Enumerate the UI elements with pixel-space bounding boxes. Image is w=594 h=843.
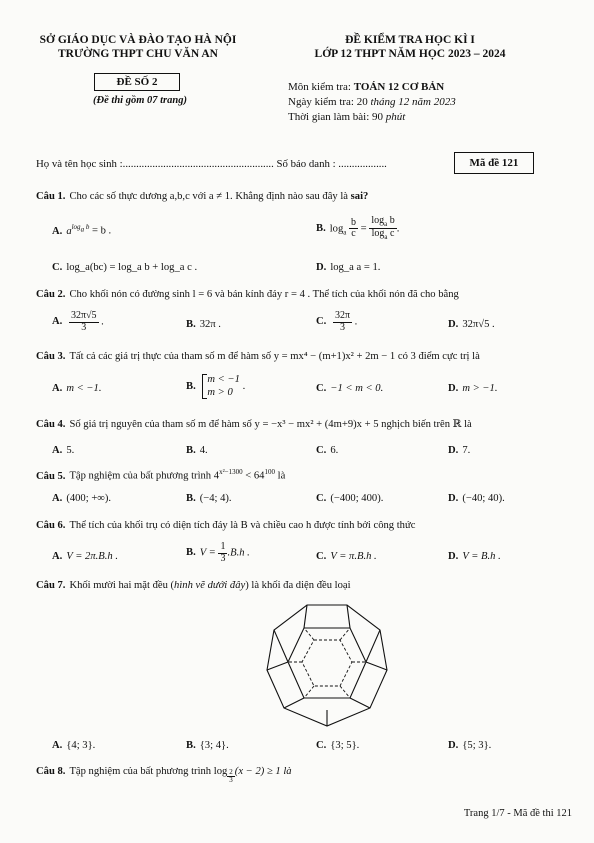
- q2-option-c[interactable]: C. $\frac{32\pi}{3}$ .: [316, 310, 358, 333]
- q2-option-d-letter: D.: [448, 319, 459, 330]
- dodecahedron-figure: [262, 600, 392, 730]
- q6-option-b-prefix: V =: [199, 547, 219, 559]
- q3-option-d[interactable]: [448, 383, 498, 394]
- subject-line: [288, 81, 444, 93]
- q2-option-b-letter: B.: [186, 319, 196, 330]
- question-7-text-post: ) là khối đa diện đều loại: [245, 580, 351, 591]
- time-line: [288, 111, 405, 123]
- question-2: [36, 289, 554, 300]
- date-label: Ngày kiểm tra: 20: [288, 96, 371, 108]
- question-4-text: Số giá trị nguyên của tham số m để hàm số y = −x³ − mx² + (4m+9)x + 5 nghịch biến trên ℝ là: [69, 419, 472, 430]
- q5-option-c[interactable]: [316, 493, 383, 504]
- q1-option-d-text: log_a a = 1.: [330, 262, 381, 273]
- question-7-label: Câu 7.: [36, 580, 66, 591]
- exam-number-box: ĐỀ SỐ 2: [94, 73, 180, 91]
- question-7: [36, 580, 554, 591]
- question-8-base-denominator: 3: [229, 776, 233, 784]
- q2-option-a-denominator: 3: [81, 321, 87, 333]
- q7-option-b[interactable]: [186, 740, 229, 751]
- question-1-emphasis: sai?: [350, 191, 369, 202]
- q6-option-a-letter: A.: [52, 551, 63, 562]
- q4-option-b-text: 4.: [199, 445, 208, 456]
- q4-option-a-text: 5.: [66, 445, 75, 456]
- q2-option-a-numerator: 32π√5: [70, 310, 97, 321]
- q4-option-b-letter: B.: [186, 445, 196, 456]
- q6-option-d[interactable]: [448, 551, 501, 562]
- q7-option-a[interactable]: [52, 740, 95, 751]
- q7-option-b-letter: B.: [186, 740, 196, 751]
- q3-option-d-text: m > −1.: [462, 383, 498, 394]
- q6-option-b[interactable]: [186, 542, 250, 564]
- q5-option-b-text: (−4; 4).: [199, 493, 232, 504]
- q6-option-d-letter: D.: [448, 551, 459, 562]
- question-5-exponent-1: x²−1300: [219, 468, 243, 476]
- q7-option-c-letter: C.: [316, 740, 327, 751]
- department-name: SỞ GIÁO DỤC VÀ ĐÀO TẠO HÀ NỘI: [39, 34, 237, 46]
- q3-option-a[interactable]: [52, 383, 102, 394]
- q5-option-a-text: (400; +∞).: [66, 493, 112, 504]
- q7-option-c[interactable]: [316, 740, 359, 751]
- question-7-emphasis: hình vẽ dưới đây: [174, 580, 246, 591]
- q7-option-a-text: {4; 3}.: [66, 740, 96, 751]
- q6-option-a[interactable]: [52, 551, 118, 562]
- q3-option-c[interactable]: [316, 383, 383, 394]
- q2-option-d[interactable]: [448, 319, 495, 330]
- question-2-text: Cho khối nón có đường sinh l = 6 và bán kính đáy r = 4 . Thể tích của khối nón đã cho bằng: [69, 289, 459, 300]
- student-info-line: Họ và tên học sinh :........................................................ Số báo danh : ..................: [36, 158, 387, 170]
- dodecahedron-hidden-face: [302, 640, 352, 686]
- question-6-text: Thể tích của khối trụ có diện tích đáy là B và chiều cao h được tính bởi công thức: [69, 520, 416, 531]
- question-7-text: Khối mười hai mặt đều (: [69, 580, 175, 591]
- q6-option-b-denominator: 3: [220, 552, 226, 564]
- q1-option-a-tail: = b .: [89, 225, 112, 237]
- q6-option-b-letter: B.: [186, 547, 196, 559]
- question-8-text-post: (x − 2) ≥ 1 là: [234, 766, 292, 777]
- question-4-label: Câu 4.: [36, 419, 66, 430]
- q6-option-c-letter: C.: [316, 551, 327, 562]
- question-3-label: Câu 3.: [36, 351, 66, 362]
- q5-option-d-letter: D.: [448, 493, 459, 504]
- question-5-text: Tập nghiệm của bất phương trình 4: [69, 470, 220, 482]
- question-1-text: Cho các số thực dương a,b,c với a ≠ 1. Khẳng định nào sau đây là: [69, 191, 351, 202]
- q6-option-c[interactable]: [316, 551, 377, 562]
- q2-option-a[interactable]: A. $\frac{32\pi√5}{3}$ .: [52, 310, 104, 333]
- question-1-label: Câu 1.: [36, 191, 66, 202]
- q3-option-d-letter: D.: [448, 383, 459, 394]
- q4-option-d-text: 7.: [462, 445, 471, 456]
- question-5-exponent-2: 100: [264, 468, 275, 476]
- question-8-base-numerator: 2: [229, 767, 233, 776]
- q3-option-a-letter: A.: [52, 383, 63, 394]
- q4-option-a-letter: A.: [52, 445, 63, 456]
- q7-option-a-letter: A.: [52, 740, 63, 751]
- q4-option-a[interactable]: [52, 445, 74, 456]
- school-name: TRƯỜNG THPT CHU VĂN AN: [58, 48, 218, 60]
- q5-option-a-letter: A.: [52, 493, 63, 504]
- question-8: [36, 766, 554, 784]
- q3-option-b-letter: B.: [186, 381, 196, 393]
- question-5-text-post: là: [274, 470, 286, 482]
- question-5-text-mid: < 64: [242, 470, 265, 482]
- q5-option-d[interactable]: [448, 493, 505, 504]
- class-year: LỚP 12 THPT NĂM HỌC 2023 – 2024: [314, 48, 506, 60]
- question-8-text: Tập nghiệm của bất phương trình log: [69, 766, 228, 777]
- date-value: tháng 12 năm 2023: [370, 96, 456, 108]
- question-2-label: Câu 2.: [36, 289, 66, 300]
- question-8-label: Câu 8.: [36, 766, 66, 777]
- question-6-label: Câu 6.: [36, 520, 66, 531]
- q1-option-d[interactable]: [316, 262, 380, 273]
- pages-note: (Đề thi gồm 07 trang): [93, 95, 187, 106]
- exam-code-box: Mã đề 121: [454, 152, 534, 174]
- q1-option-c-letter: C.: [52, 262, 63, 273]
- date-line: [288, 96, 456, 108]
- exam-title: ĐỀ KIỂM TRA HỌC KÌ I: [345, 34, 475, 46]
- q4-option-c-letter: C.: [316, 445, 327, 456]
- dodecahedron-inner-face: [288, 628, 366, 698]
- q4-option-d-letter: D.: [448, 445, 459, 456]
- q1-option-a-letter: A.: [52, 225, 63, 237]
- q2-option-d-text: 32π√5 .: [462, 319, 495, 330]
- q4-option-d[interactable]: [448, 445, 470, 456]
- q5-option-d-text: (−40; 40).: [462, 493, 505, 504]
- q4-option-b[interactable]: [186, 445, 208, 456]
- q3-option-b-bottom: m > 0: [207, 386, 233, 398]
- q3-option-c-text: −1 < m < 0.: [330, 383, 384, 394]
- q5-option-c-text: (−400; 400).: [330, 493, 384, 504]
- q6-option-d-text: V = B.h .: [462, 551, 501, 562]
- q7-option-d[interactable]: [448, 740, 491, 751]
- question-1: [36, 191, 554, 202]
- q3-option-c-letter: C.: [316, 383, 327, 394]
- q1-option-c-text: log_a(bc) = log_a b + log_a c .: [66, 262, 198, 273]
- question-6: [36, 520, 554, 531]
- q5-option-b[interactable]: [186, 493, 232, 504]
- q1-option-a[interactable]: A. $a^{log_a b} = b$ .: [52, 223, 112, 237]
- q1-option-d-letter: D.: [316, 262, 327, 273]
- q3-option-a-text: m < −1.: [66, 383, 102, 394]
- subject-value: TOÁN 12 CƠ BẢN: [353, 81, 445, 93]
- q4-option-c-text: 6.: [330, 445, 339, 456]
- q2-option-c-numerator: 32π: [334, 310, 351, 321]
- q2-option-c-denominator: 3: [340, 321, 345, 333]
- time-label: Thời gian làm bài: 90: [288, 111, 386, 123]
- q2-option-c-letter: C.: [316, 316, 327, 328]
- q7-option-b-text: {3; 4}.: [199, 740, 229, 751]
- q6-option-c-text: V = π.B.h .: [330, 551, 377, 562]
- q5-option-c-letter: C.: [316, 493, 327, 504]
- page-footer: Trang 1/7 - Mã đề thi 121: [463, 808, 572, 819]
- question-5-label: Câu 5.: [36, 470, 66, 482]
- question-4: [36, 418, 554, 430]
- q5-option-a[interactable]: [52, 493, 111, 504]
- q2-option-a-letter: A.: [52, 316, 63, 328]
- question-5: [36, 468, 554, 482]
- q5-option-b-letter: B.: [186, 493, 196, 504]
- q2-option-b-text: 32π .: [199, 319, 221, 330]
- q1-option-b-letter: B.: [316, 223, 326, 235]
- question-3-text: Tất cả các giá trị thực của tham số m để hàm số y = mx⁴ − (m+1)x² + 2m − 1 có 3 điểm cực trị là: [69, 351, 480, 362]
- q1-option-b[interactable]: B. $\log_a$ $\frac{b}{c}$ = $\frac{\log_a b}{\log_a c}$ .: [316, 215, 400, 242]
- subject-label: Môn kiểm tra:: [288, 81, 354, 93]
- q3-option-b-top: m < −1: [207, 374, 240, 385]
- q3-option-b[interactable]: B. m < −1 m > 0 .: [186, 374, 246, 398]
- q6-option-b-numerator: 1: [220, 541, 226, 552]
- question-3: [36, 351, 554, 362]
- q7-option-d-text: {5; 3}.: [462, 740, 492, 751]
- q6-option-b-suffix: .B.h .: [227, 547, 250, 559]
- q2-option-b[interactable]: [186, 319, 221, 330]
- time-unit: phút: [385, 111, 406, 123]
- q6-option-a-text: V = 2π.B.h .: [66, 551, 119, 562]
- q7-option-d-letter: D.: [448, 740, 459, 751]
- q1-option-c[interactable]: [52, 262, 197, 273]
- q7-option-c-text: {3; 5}.: [330, 740, 360, 751]
- q4-option-c[interactable]: [316, 445, 338, 456]
